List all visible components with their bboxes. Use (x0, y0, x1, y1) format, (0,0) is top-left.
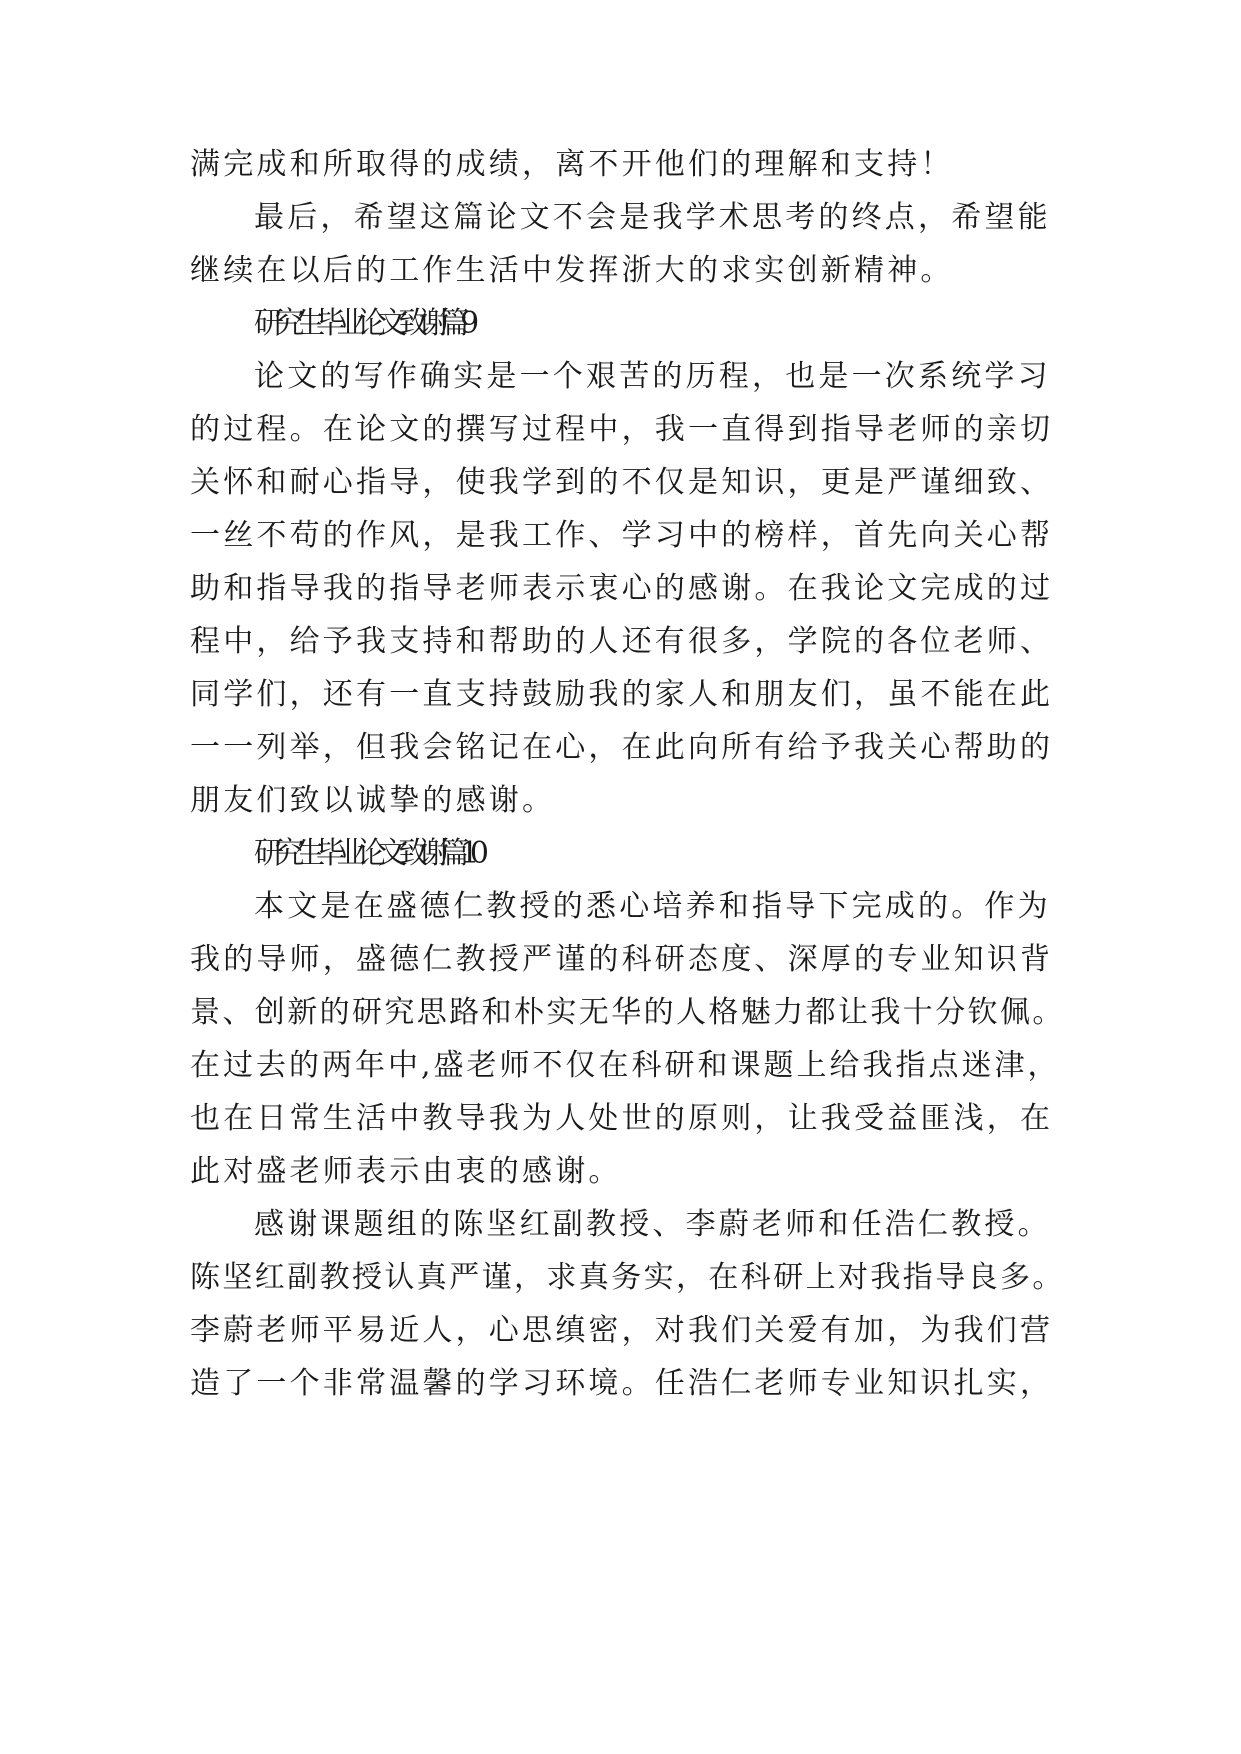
text-line: 朋友们致以诚挚的感谢。 (190, 783, 556, 818)
text-line: 一一列举，但我会铭记在心，在此向所有给予我关心帮助的 (190, 730, 1054, 765)
text-line: 李蔚老师平易近人，心思缜密，对我们关爱有加，为我们营 (190, 1313, 1054, 1348)
text-line: 感谢课题组的陈坚红副教授、李蔚老师和任浩仁教授。 (254, 1207, 1051, 1242)
text-line: 同学们，还有一直支持鼓励我的家人和朋友们，虽不能在此 (190, 677, 1054, 712)
section-heading: 研究生毕业论文致谢篇 9 (254, 306, 470, 341)
text-line: 的过程。在论文的撰写过程中，我一直得到指导老师的亲切 (190, 412, 1054, 447)
text-line: 一丝不苟的作风，是我工作、学习中的榜样，首先向关心帮 (190, 518, 1054, 553)
text-line: 在过去的两年中,盛老师不仅在科研和课题上给我指点迷津， (190, 1048, 1061, 1083)
text-line: 陈坚红副教授认真严谨，求真务实，在科研上对我指导良多。 (190, 1260, 1065, 1295)
text-line: 我的导师，盛德仁教授严谨的科研态度、深厚的专业知识背 (190, 942, 1054, 977)
section-heading: 研究生毕业论文致谢篇 10 (254, 836, 480, 871)
text-line: 造了一个非常温馨的学习环境。任浩仁老师专业知识扎实， (190, 1366, 1054, 1401)
text-line: 助和指导我的指导老师表示衷心的感谢。在我论文完成的过 (190, 571, 1054, 606)
text-line: 本文是在盛德仁教授的悉心培养和指导下完成的。作为 (254, 889, 1051, 924)
text-line: 也在日常生活中教导我为人处世的原则，让我受益匪浅，在 (190, 1101, 1054, 1136)
text-line: 满完成和所取得的成绩，离不开他们的理解和支持！ (190, 147, 954, 182)
text-line: 程中，给予我支持和帮助的人还有很多，学院的各位老师、 (190, 624, 1054, 659)
text-line: 关怀和耐心指导，使我学到的不仅是知识，更是严谨细致、 (190, 465, 1054, 500)
text-line: 此对盛老师表示由衷的感谢。 (190, 1154, 622, 1189)
text-line: 景、创新的研究思路和朴实无华的人格魅力都让我十分钦佩。 (190, 995, 1065, 1030)
text-line: 最后，希望这篇论文不会是我学术思考的终点，希望能 (254, 200, 1051, 235)
text-line: 论文的写作确实是一个艰苦的历程，也是一次系统学习 (254, 359, 1051, 394)
text-line: 继续在以后的工作生活中发挥浙大的求实创新精神。 (190, 253, 954, 288)
